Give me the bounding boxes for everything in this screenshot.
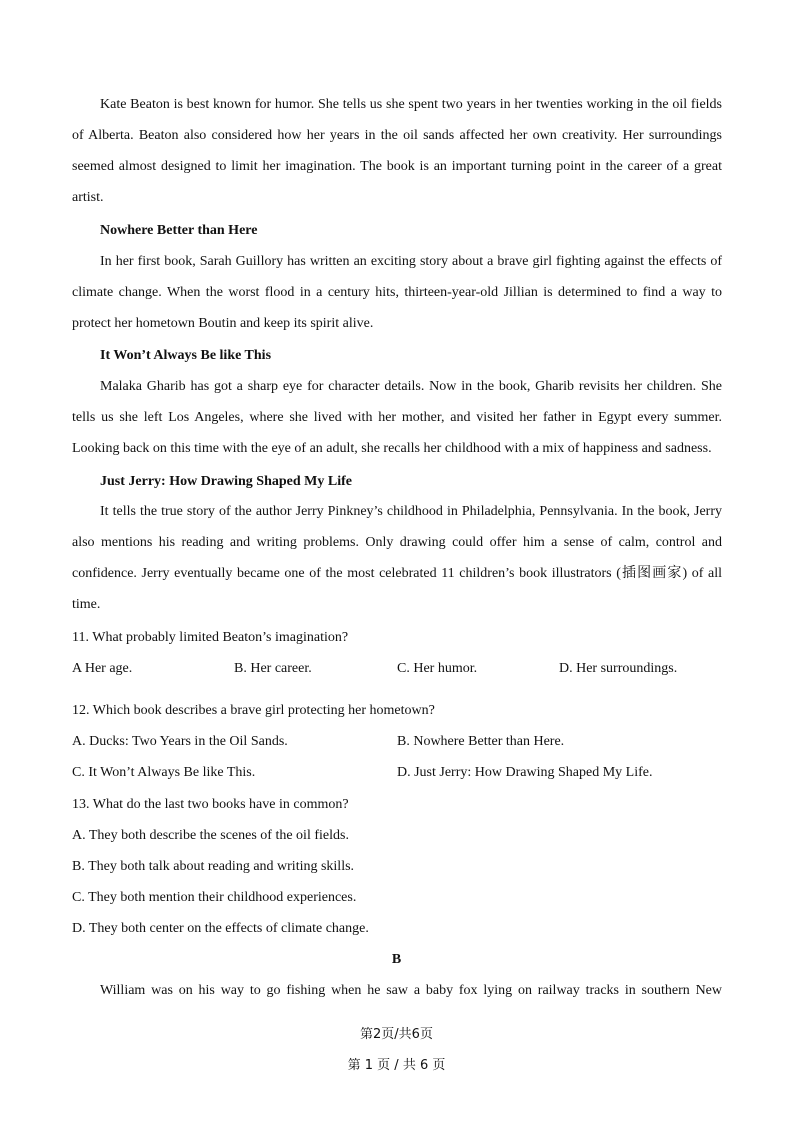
section-b-heading: B: [391, 952, 402, 967]
question-12-stem: 12. Which book describes a brave girl protecting her hometown?: [72, 703, 435, 718]
inner-page-number: 第2页/共6页: [360, 1027, 433, 1042]
book-title-nowhere-better: Nowhere Better than Here: [100, 223, 258, 238]
question-12-option-c: C. It Won’t Always Be like This.: [72, 765, 256, 780]
book-paragraph-nowhere-better: In her first book, Sarah Guillory has written an exciting story about a brave girl fighting against the effects of climate change. When the worst flood in a century hits, thirteen-year-old Jillian is determined to find a way to protect her hometown Boutin and keep its spirit alive.: [72, 254, 722, 331]
question-13-stem: 13. What do the last two books have in common?: [72, 797, 349, 812]
question-11-option-c: C. Her humor.: [397, 661, 478, 676]
book-paragraph-just-jerry: It tells the true story of the author Jerry Pinkney’s childhood in Philadelphia, Pennsylvania. In the book, Jerry also mentions his reading and writing problems. Only drawing could offer him a sense of calm, control and confidence. Jerry eventually became one of the most celebrated 11 children’s book illustrators (插图画家) of all time.: [72, 504, 722, 612]
question-13-option-a: A. They both describe the scenes of the oil fields.: [72, 828, 349, 843]
question-11-option-b: B. Her career.: [234, 661, 312, 676]
question-13-option-b: B. They both talk about reading and writing skills.: [72, 859, 355, 874]
book-paragraph-it-wont-always: Malaka Gharib has got a sharp eye for character details. Now in the book, Gharib revisits her children. She tells us she left Los Angeles, where she lived with her mother, and visited her father in Egypt every summer. Looking back on this time with the eye of an adult, she recalls her childhood with a mix of happiness and sadness.: [72, 379, 722, 456]
question-12-option-b: B. Nowhere Better than Here.: [397, 734, 565, 749]
book-title-it-wont-always: It Won’t Always Be like This: [100, 348, 272, 363]
intro-paragraph: Kate Beaton is best known for humor. She tells us she spent two years in her twenties working in the oil fields of Alberta. Beaton also considered how her years in the oil sands affected her own creativity. Her surroundings seemed almost designed to limit her imagination. The book is an important turning point in the career of a great artist.: [72, 97, 722, 205]
question-13-option-d: D. They both center on the effects of climate change.: [72, 921, 369, 936]
section-b-opening-line: William was on his way to go fishing when he saw a baby fox lying on railway tracks in southern New: [100, 983, 722, 998]
book-title-just-jerry: Just Jerry: How Drawing Shaped My Life: [100, 474, 352, 489]
question-11-option-d: D. Her surroundings.: [559, 661, 678, 676]
question-12-option-a: A. Ducks: Two Years in the Oil Sands.: [72, 734, 288, 749]
question-12-option-d: D. Just Jerry: How Drawing Shaped My Life.: [397, 765, 653, 780]
question-11-option-a: A Her age.: [72, 661, 133, 676]
question-11-stem: 11. What probably limited Beaton’s imagination?: [72, 630, 349, 645]
question-13-option-c: C. They both mention their childhood experiences.: [72, 890, 357, 905]
outer-page-number: 第 1 页 / 共 6 页: [347, 1058, 446, 1073]
